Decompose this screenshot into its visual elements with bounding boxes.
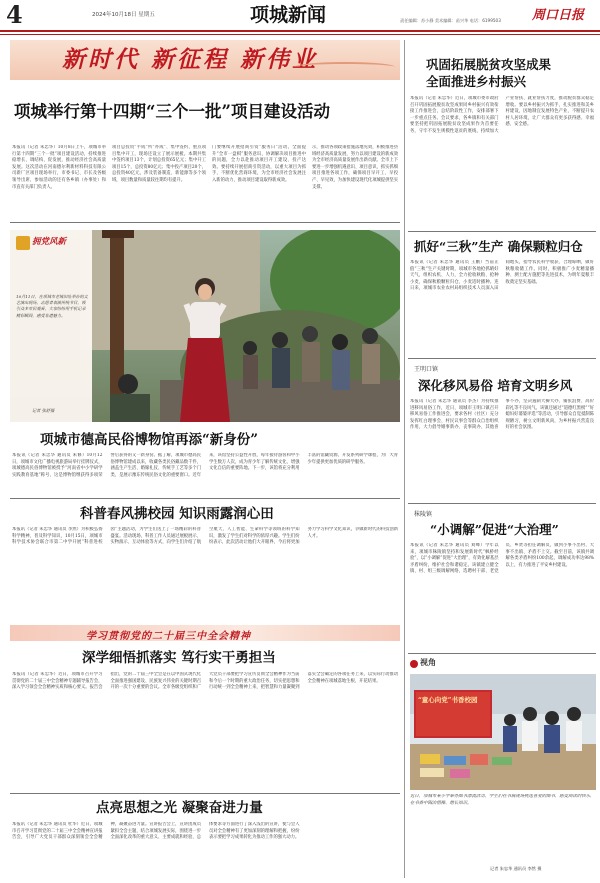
rule-after-right-1 <box>408 231 596 232</box>
photo-2-tag: 视角 <box>420 657 436 667</box>
article-1-col-3: 门要继续开展招商引资“服务日”活动，全面提升“全市一盘棋”服务意识，协调解决项目推进中的问题，全力以赴推动项目开工建设、投产达效。要持续开展招商引资活动，以重大项目为抓手，不断优化营商环境，为全市经济社会发展注入新的动力，推动项目建设取得新成效。 <box>212 145 306 183</box>
photo-book-fair <box>410 674 596 790</box>
photo-2-credit: 记者 朱忠华 通讯员 李然 摄 <box>490 866 542 871</box>
right-3-title: 深化移风易俗 培育文明乡风 <box>418 378 573 393</box>
right-2-title: 抓好“三秋”生产 确保颗粒归仓 <box>414 239 583 254</box>
photo-2-tag-icon <box>410 660 418 668</box>
article-1-col-4: 示，推动各项政策措施落地见效，积极推进县域经济高质量发展，努力以项目建设的新成效为全市经济高质量发展作出新贡献。全市上下要进一步增强机遇意识、项目意识，抓实抓细项目推进各项工作，确保项目早开工、早投产、早见效，为加快建设现代化项城提供坚实支撑。 <box>312 145 398 190</box>
article-2-text: 本报讯（记者 朱忠华 通讯员 朱修）10月12日，项城市文化广播电视旅游局举行挂牌仪式，项城德高民俗博物馆被授予“河南省中小学研学实践教育基地”称号，这是博物馆继获得多项荣誉后获得的又一新身份。据了解，项城市德高民俗博物馆建成以来，收藏各类民俗藏品数千件，涵盖生产生活、婚嫁礼仪、传统手工艺等多个门类，是展示豫东传统民俗文化的重要窗口。近年来，该馆坚持公益性开放，每年接待游客和中小学生数万人次，成为青少年了解传统文化、增强文化自信的重要阵地。下一步，该馆将充分利用丰富的馆藏资源，开发系列研学课程，为广大青少年提供更加优质的研学服务。 <box>12 453 398 478</box>
rule-after-right-2 <box>408 358 596 359</box>
paper-logo: 周口日报 <box>532 8 585 23</box>
photo-1-caption: 10月11日，在项城市老城旧址举办的文艺演出现场，志愿者表演传统节目，吸引众多市民观看，大家纷纷用手机记录精彩瞬间，感受非遗魅力。 <box>16 294 88 318</box>
article-5-title: 点亮思想之光 凝聚奋进力量 <box>96 800 263 816</box>
masthead <box>0 0 600 30</box>
rule-after-article-2 <box>10 498 400 499</box>
article-3-text: 本报讯（记者 朱忠华 通讯员 李然）为积极弘扬科学精神，普及科学知识，10月15日，项城市科学技术协会联合市第二中学开展“科普进校园”主题活动，为学生们送上了一场精彩的科普盛宴。活动现场，科普工作人员通过展板展示、实物演示、互动体验等方式，向学生们介绍了航空航天、人工智能、生命科学等领域的科学知识，激发了学生们对科学的浓厚兴趣。学生们纷纷表示，此次活动让他们大开眼界，今后将更加努力学习科学文化知识，争做新时代的科技创新人才。 <box>12 527 398 546</box>
article-1-col-2: 项目总投资“半成”所“办成”、集中签约、重点项目集中开工，现场还设立了展示展板。本期共集中签约项目13个，计划总投资65亿元；集中开工项目15个，总投资80亿元；集中投产项目20个，总投资40亿元，涉及装备制造、新能源等多个领域，项目数量和质量较往期均有提升。 <box>112 145 206 183</box>
photo-performance <box>10 230 400 422</box>
masthead-rule-thin <box>0 34 600 35</box>
article-1-title: 项城举行第十四期“三个一批”项目建设活动 <box>14 102 330 121</box>
right-3-text: 本报讯（记者 朱忠华 通讯员 李杰）为持续推进移风易俗工作，近日，项城市王明口镇召开移风易俗工作推进会，要求各村（社区）充分发挥红白理事会、村民议事会等群众自治组织作用，大力倡导婚事新办、丧事简办、其他喜事不办，坚决遏制大操大办、铺张浪费、高价彩礼等不良风气。该镇还通过“道德红黑榜”“好媳妇好婆婆评选”等活动，引导群众自觉抵制陈规陋习，树立文明新风尚，为乡村振兴营造良好的社会氛围。 <box>410 399 594 431</box>
right-4-town: 秣陵镇 <box>414 511 433 518</box>
photo-1-credit: 记者 张舒摄 <box>32 408 55 413</box>
right-4-title: “小调解”促进“大治理” <box>430 522 559 537</box>
rule-after-article-4 <box>10 793 400 794</box>
photo-tag-icon <box>16 236 30 250</box>
rule-after-right-3 <box>408 503 596 504</box>
photo-tag: 拥党风新 <box>32 237 67 247</box>
staff-line: 责任编辑：苏小静 美术编辑：苗兴华 电话：6199503 <box>400 18 501 23</box>
article-4-title: 深学细悟抓落实 笃行实干勇担当 <box>82 650 276 666</box>
article-1-col-1: 本报讯（记者 朱忠华）10月8日上午，项城市举行第十四期“三个一批”项目建设活动，持续推进稳增长、调结构、促发展，推动经济社会高质量发展。这次活动在河南德尔利新材料科技有限公司新厂区项目现场举行，市委书记、市长及各级领导出席，参加活动的还有各乡镇（办事处）和市直有关部门负责人。 <box>12 145 106 190</box>
slogan-banner <box>10 40 400 80</box>
article-2-title: 项城市德高民俗博物馆再添“新身份” <box>40 432 259 448</box>
slogan-text: 新时代 新征程 新伟业 <box>62 46 319 73</box>
page-number: 4 <box>6 0 23 29</box>
article-4-text: 本报讯（记者 朱忠华）近日，项城市召开学习贯彻党的二十届三中全会精神专题辅导报告会，深入学习领会全会精神实质和核心要义。报告会指出，党的二十届三中全会是在以中国式现代化全面推进强国建设、民族复兴伟业的关键时期召开的一次十分重要的会议。全市各级党组织和广大党员干部要把学习宣传贯彻全会精神作为当前和今后一个时期的重大政治任务，切实把思想和行动统一到全会精神上来，把智慧和力量凝聚到落实全会确定的各项任务上来，以实际行动推动全会精神在项城落地生根、开花结果。 <box>12 672 398 691</box>
right-2-text: 本报讯（记者 朱忠华 通讯员 王鹏）当前正值“三秋”生产关键时期，项城市各地抢抓晴好天气，组织农机、人力，全力抢收秋粮、抢种小麦，确保秋粮颗粒归仓、小麦适时播种。连日来，项城市农业农村局组织技术人员深入田间地头，指导农民科学收获、合理晾晒，做好秋粮收储工作。同时，积极推广小麦精量播种、测土配方施肥等先进技术，为明年夏粮丰收奠定坚实基础。 <box>410 260 594 292</box>
section-title: 项城新闻 <box>250 4 327 26</box>
photo-book-fair-scene <box>410 674 596 790</box>
banner-wave <box>295 62 395 72</box>
photo-2-sign-text: “童心向党”书香校园 <box>418 696 478 704</box>
right-3-town: 王明口镇 <box>414 366 439 373</box>
right-4-text: 本报讯（记者 朱忠华 通讯员 刘峰）今年以来，项城市秣陵镇坚持和发展新时代“枫桥经验”，以“小调解”促进“大治理”，有效化解基层矛盾纠纷，维护社会和谐稳定。该镇建立健全镇、村、组三级调解网络，选聘村干部、老党员、乡贤等担任调解员，做到小事不出村、大事不出镇、矛盾不上交。截至目前，该镇共调解各类矛盾纠纷100余起，调解成功率达98%以上，有力推进了平安乡村建设。 <box>410 543 594 575</box>
right-1-title-line-2: 全面推进乡村振兴 <box>426 74 527 89</box>
photo-2-caption: 近日，项城市某小学举办图书漂流活动，学生们在书展现场挑选喜爱的图书，感受阅读的快乐，在书香中陶冶情操、增长知识。 <box>410 794 595 806</box>
issue-date: 2024年10月18日 星期五 <box>92 12 155 18</box>
rule-after-right-4 <box>408 653 596 654</box>
study-banner-text: 学习贯彻党的二十届三中全会精神 <box>86 631 251 642</box>
column-separator <box>404 40 405 878</box>
right-1-text: 本报讯（记者 朱忠华）近日，项城市委市政府召开巩固拓展脱贫攻坚成果同乡村振兴有效衔接工作推进会，总结阶段性工作，安排部署下一步重点任务。会议要求，各乡镇和有关部门要坚持把巩固拓展脱贫攻坚成果作为首要任务，守牢不发生规模性返贫的底线，持续加大产业帮扶、就业帮扶力度，推动脱贫群众稳定增收。要以乡村振兴为抓手，扎实推进和美乡村建设，因地制宜发展特色产业，不断提升农村人居环境，让广大群众有更多获得感、幸福感、安全感。 <box>410 96 594 134</box>
article-3-title: 科普春风拂校园 知识雨露润心田 <box>80 506 274 522</box>
masthead-rule <box>0 30 600 32</box>
article-5-text: 本报讯（记者 朱忠华 通讯员 杜华）近日，项城市召开学习贯彻党的二十届三中全会精神宣讲报告会，引导广大党员干部群众深刻领会全会精神，凝聚奋进力量。宣讲报告会上，宣讲团成员紧扣全会主题，结合项城发展实际，围绕进一步全面深化改革的重大意义、主要成就和经验、总体要求等方面进行了深入浅出的宣讲，使与会人员对全会精神有了更加深刻的理解和把握，纷纷表示要把学习成果转化为推动工作的强大动力。 <box>12 822 300 841</box>
right-1-title-line-1: 巩固拓展脱贫攻坚成果 <box>426 57 552 72</box>
rule-after-article-1 <box>10 222 400 223</box>
